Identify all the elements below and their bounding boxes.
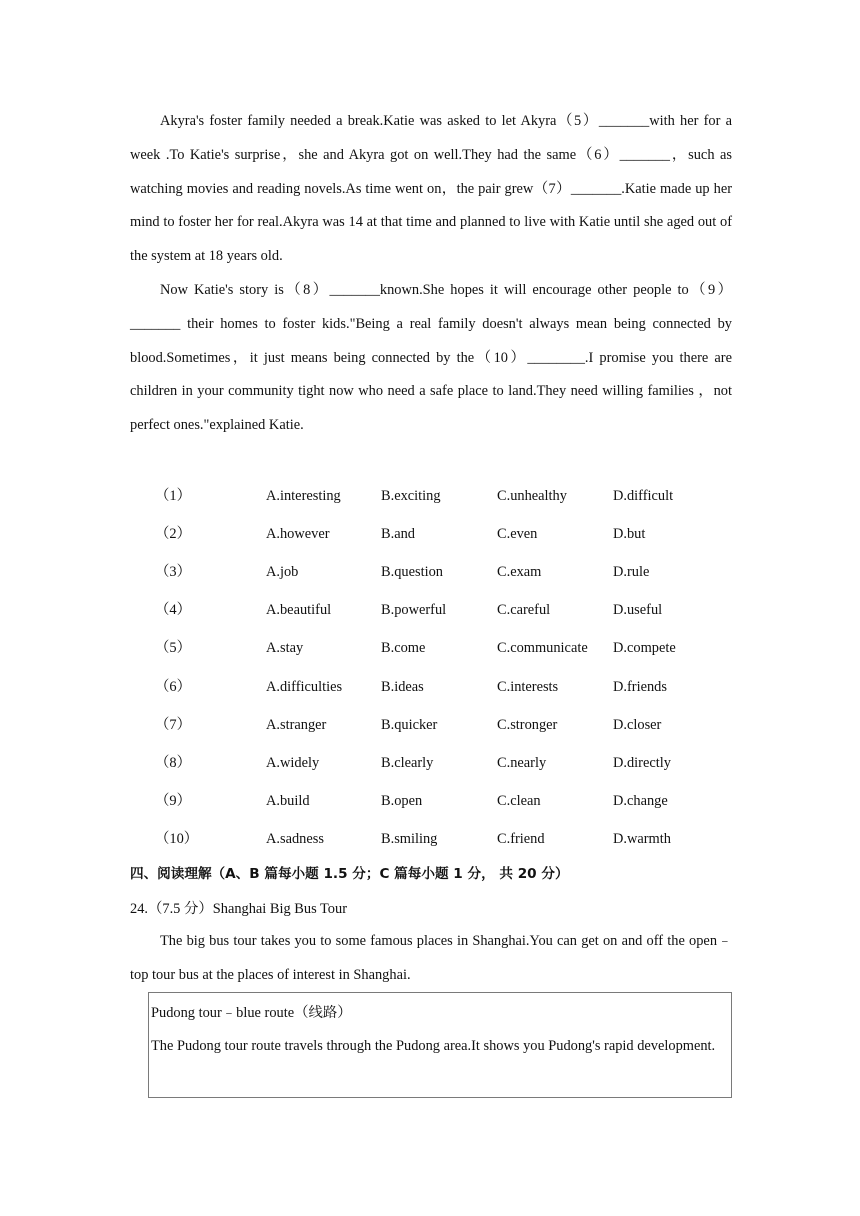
option-a: A.however	[266, 526, 330, 543]
option-number: （4）	[155, 602, 191, 619]
question-title: 24.（7.5 分）Shanghai Big Bus Tour	[130, 901, 347, 917]
passage-paragraph-1: Akyra's foster family needed a break.Katie was asked to let Akyra（5）_______with her for a week .To Katie's surprise，she and Akyra got on well.They had the same（6）_______，such as watching movies and reading novels.As time went on，the pair grew（7）_______.Katie made up her mind to foster her for real.Akyra was 14 at that time and planned to live with Katie until she aged out of the system at 18 years old.	[130, 113, 732, 265]
section-heading: 四、阅读理解（A、B 篇每小题 1.5 分；C 篇每小题 1 分， 共 20 分）	[130, 866, 569, 882]
route-title: Pudong tour﹣blue route（线路）	[151, 1005, 352, 1021]
option-a: A.beautiful	[266, 602, 332, 619]
option-a: A.stranger	[266, 716, 327, 733]
option-d: D.friends	[613, 678, 667, 695]
option-c: C.clean	[497, 792, 541, 809]
option-number: （8）	[155, 754, 191, 771]
route-box	[148, 992, 732, 1098]
option-number: （7）	[155, 716, 191, 733]
option-c: C.even	[497, 526, 538, 543]
passage-paragraph-2: Now Katie's story is（8）_______known.She hopes it will encourage other people to（9）_______ their homes to foster kids."Being a real family doesn't always mean being connected by blood.Sometimes，it just means being connected by the（10）________.I promise you there are children in your community tight now who need a safe place to land.They need willing families ，not perfect ones."explained Katie.	[130, 282, 732, 434]
option-d: D.directly	[613, 754, 671, 771]
option-number: （10）	[155, 830, 199, 847]
option-d: D.difficult	[613, 488, 674, 504]
option-number: （6）	[155, 678, 191, 695]
option-c: C.unhealthy	[497, 488, 567, 504]
option-a: A.sadness	[266, 830, 324, 847]
option-d: D.change	[613, 792, 668, 809]
option-b: B.come	[381, 640, 426, 657]
option-c: C.exam	[497, 564, 542, 581]
option-b: B.powerful	[381, 602, 447, 619]
option-a: A.widely	[266, 754, 320, 771]
option-b: B.open	[381, 792, 423, 809]
option-d: D.compete	[613, 640, 676, 657]
option-number: （2）	[155, 526, 191, 543]
option-a: A.build	[266, 792, 310, 809]
tour-intro: The big bus tour takes you to some famous places in Shanghai.You can get on and off the open﹣top tour bus at the places of interest in Shanghai.	[130, 933, 732, 983]
option-b: B.exciting	[381, 488, 441, 504]
option-d: D.closer	[613, 716, 662, 733]
option-c: C.communicate	[497, 640, 588, 657]
option-b: B.clearly	[381, 754, 434, 771]
option-c: C.friend	[497, 830, 545, 847]
option-d: D.but	[613, 526, 646, 543]
option-c: C.nearly	[497, 754, 547, 771]
option-number: （1）	[155, 488, 191, 504]
option-number: （5）	[155, 640, 191, 657]
option-c: C.careful	[497, 602, 551, 619]
route-description: The Pudong tour route travels through the Pudong area.It shows you Pudong's rapid development.	[151, 1038, 716, 1054]
option-a: A.job	[266, 564, 299, 581]
option-b: B.question	[381, 564, 443, 581]
option-b: B.quicker	[381, 716, 438, 733]
option-b: B.smiling	[381, 830, 438, 847]
option-d: D.warmth	[613, 830, 671, 847]
option-a: A.interesting	[266, 488, 341, 504]
option-b: B.ideas	[381, 678, 424, 695]
option-b: B.and	[381, 526, 415, 543]
option-c: C.stronger	[497, 716, 558, 733]
option-a: A.difficulties	[266, 678, 343, 695]
option-d: D.rule	[613, 564, 650, 581]
option-d: D.useful	[613, 602, 663, 619]
option-c: C.interests	[497, 678, 559, 695]
option-number: （9）	[155, 792, 191, 809]
option-number: （3）	[155, 564, 191, 581]
option-a: A.stay	[266, 640, 304, 657]
